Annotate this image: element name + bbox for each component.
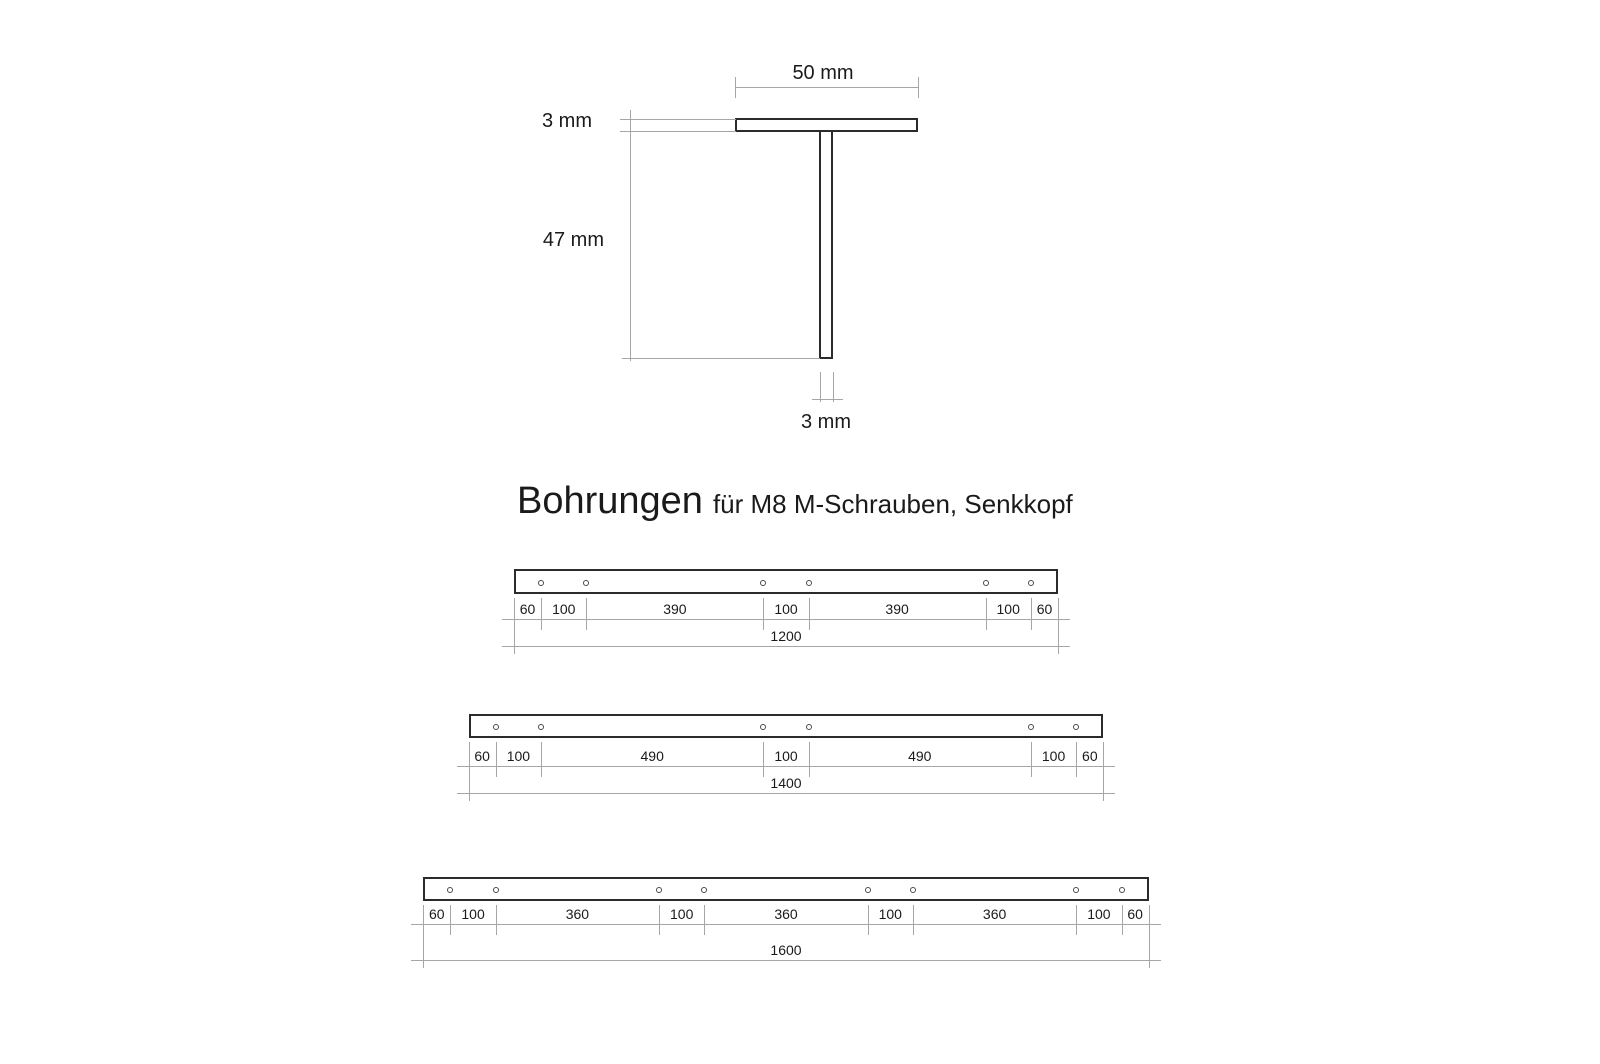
segment-dim-label: 60 <box>519 601 536 617</box>
drill-hole <box>493 724 499 730</box>
drill-hole <box>493 887 499 893</box>
web-thickness-cross-line <box>812 399 843 400</box>
total-dim-line <box>411 960 1161 961</box>
segment-dim-label: 490 <box>908 748 932 764</box>
web-height-label: 47 mm <box>542 229 604 251</box>
profile-bar-1400 <box>469 714 1104 738</box>
segment-dim-label: 490 <box>640 748 664 764</box>
total-dim-label: 1600 <box>770 942 802 958</box>
flange-width-tick-left <box>735 77 736 98</box>
drawing-title <box>517 481 1073 521</box>
segment-dim-line <box>457 766 1116 767</box>
profile-bar-1600 <box>423 877 1149 901</box>
flange-width-dim-line <box>735 87 919 88</box>
segment-dim-line <box>502 619 1070 620</box>
total-dim-line <box>502 646 1070 647</box>
total-dim-label: 1200 <box>770 628 802 644</box>
segment-dim-label: 100 <box>878 906 902 922</box>
segment-dim-line <box>411 924 1161 925</box>
flange-bottom-extension-line <box>620 131 736 132</box>
segment-dim-label: 360 <box>982 906 1007 922</box>
web-bottom-extension-line <box>622 358 820 359</box>
drill-hole <box>656 887 662 893</box>
drill-hole <box>1028 580 1034 586</box>
segment-dim-label: 100 <box>1087 906 1111 922</box>
total-dim-label: 1400 <box>770 775 802 791</box>
flange-width-label: 50 mm <box>792 62 854 84</box>
segment-dim-label: 60 <box>1082 748 1098 764</box>
drill-hole <box>865 887 871 893</box>
web-thickness-tick-left <box>820 372 821 402</box>
segment-dim-label: 60 <box>1036 601 1053 617</box>
t-profile-flange <box>735 118 918 132</box>
segment-dim-label: 60 <box>429 906 445 922</box>
segment-dim-label: 100 <box>774 601 798 617</box>
drawing-title-main: Bohrungen <box>517 480 703 522</box>
segment-dim-label: 100 <box>506 748 531 764</box>
drill-hole <box>806 724 812 730</box>
flange-top-extension-line <box>620 119 736 120</box>
flange-thickness-label: 3 mm <box>542 110 592 132</box>
drill-hole <box>910 887 916 893</box>
segment-dim-label: 60 <box>1127 906 1143 922</box>
segment-dim-label: 360 <box>565 906 590 922</box>
segment-dim-label: 100 <box>552 601 576 617</box>
drill-hole <box>806 580 812 586</box>
segment-dim-label: 390 <box>885 601 909 617</box>
segment-dim-label: 60 <box>474 748 490 764</box>
drill-hole <box>1119 887 1125 893</box>
web-thickness-tick-right <box>833 372 834 402</box>
segment-dim-label: 100 <box>461 906 485 922</box>
drawing-title-subtitle: für M8 M-Schrauben, Senkkopf <box>712 489 1073 519</box>
segment-dim-label: 360 <box>774 906 798 922</box>
segment-dim-label: 100 <box>670 906 694 922</box>
height-dim-line <box>630 110 631 361</box>
total-dim-line <box>457 793 1116 794</box>
drill-hole <box>1028 724 1034 730</box>
segment-dim-label: 100 <box>996 601 1020 617</box>
segment-dim-label: 100 <box>1041 748 1066 764</box>
profile-bar-1200 <box>514 569 1058 594</box>
flange-width-tick-right <box>918 77 919 98</box>
web-thickness-label: 3 mm <box>801 411 851 433</box>
t-profile-web <box>819 132 833 359</box>
drill-hole <box>983 580 989 586</box>
segment-dim-label: 390 <box>663 601 687 617</box>
segment-dim-label: 100 <box>774 748 798 764</box>
